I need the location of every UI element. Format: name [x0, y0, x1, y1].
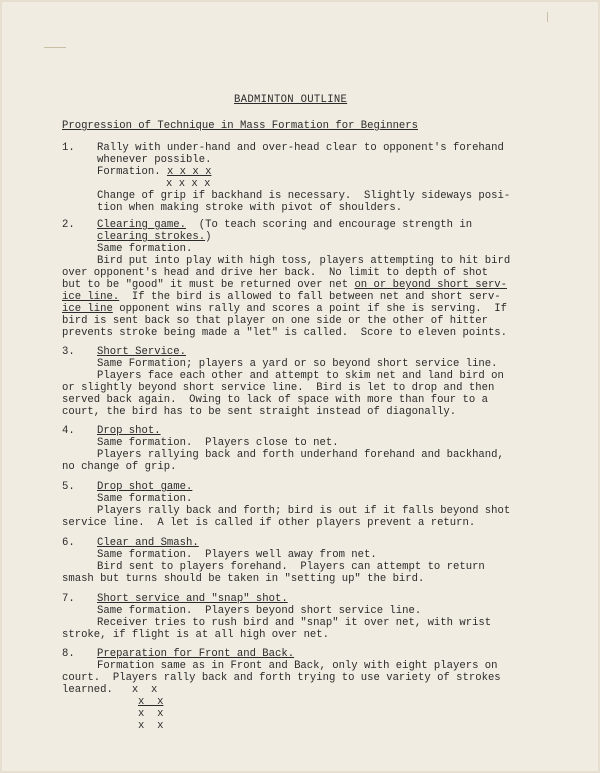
- text-line: Same formation.: [97, 243, 193, 255]
- text-line: Preparation for Front and Back.: [97, 648, 295, 660]
- text-line: Formation. x x x x: [97, 166, 212, 178]
- text-line: Rally with under-hand and over-head clear to opponent's forehand: [97, 142, 504, 154]
- formation-diagram: x x x x: [166, 178, 211, 190]
- text-line: Players rally back and forth; bird is out if it falls beyond shot: [97, 505, 511, 517]
- text-line: court. Players rally back and forth trying to use variety of strokes: [62, 672, 501, 684]
- text-line: ice line opponent wins rally and scores a point if she is serving. If: [62, 303, 508, 315]
- item-number: 7.: [62, 593, 75, 605]
- text-line: Short service and "snap" shot.: [97, 593, 288, 605]
- text-line: Bird put into play with high toss, players attempting to hit bird: [97, 255, 511, 267]
- page-subtitle: Progression of Technique in Mass Formation for Beginners: [62, 120, 419, 132]
- text-line: over opponent's head and drive her back. No limit to depth of shot: [62, 267, 488, 279]
- formation-diagram: x x: [138, 708, 164, 720]
- pencil-mark: [547, 12, 548, 22]
- text-line: stroke, if flight is at all high over net.: [62, 629, 330, 641]
- item-number: 6.: [62, 537, 75, 549]
- text-line: smash but turns should be taken in "setting up" the bird.: [62, 573, 425, 585]
- formation-diagram: x x: [138, 720, 164, 732]
- text-line: Short Service.: [97, 346, 187, 358]
- text-line: Formation same as in Front and Back, only with eight players on: [97, 660, 498, 672]
- text-line: whenever possible.: [97, 154, 212, 166]
- text-line: Drop shot game.: [97, 481, 193, 493]
- text-line: served back again. Owing to lack of space with more than four to a: [62, 394, 488, 406]
- text-line: Change of grip if backhand is necessary. Slightly sideways posi-: [97, 190, 511, 202]
- text-line: Receiver tries to rush bird and "snap" it over net, with wrist: [97, 617, 492, 629]
- text-line: ice line. If the bird is allowed to fall between net and short serv-: [62, 291, 501, 303]
- text-line: court, the bird has to be sent straight instead of diagonally.: [62, 406, 457, 418]
- text-line: Players rallying back and forth underhand forehand and backhand,: [97, 449, 504, 461]
- text-line: Same Formation; players a yard or so beyond short service line.: [97, 358, 498, 370]
- item-number: 1.: [62, 142, 75, 154]
- item-number: 3.: [62, 346, 75, 358]
- text-line: prevents stroke being made a "let" is called. Score to eleven points.: [62, 327, 508, 339]
- item-number: 2.: [62, 219, 75, 231]
- text-line: Same formation.: [97, 493, 193, 505]
- item-number: 8.: [62, 648, 75, 660]
- text-line: Same formation. Players well away from net.: [97, 549, 377, 561]
- formation-diagram: x x: [138, 696, 164, 708]
- text-line: Same formation. Players beyond short service line.: [97, 605, 422, 617]
- text-line: but to be "good" it must be returned over net on or beyond short serv-: [62, 279, 508, 291]
- text-line: Drop shot.: [97, 425, 161, 437]
- item-number: 5.: [62, 481, 75, 493]
- text-line: clearing strokes.): [97, 231, 212, 243]
- text-line: tion when making stroke with pivot of shoulders.: [97, 202, 403, 214]
- pencil-mark: [44, 47, 66, 48]
- text-line: learned. x x: [62, 684, 158, 696]
- text-line: Same formation. Players close to net.: [97, 437, 339, 449]
- text-line: bird is sent back so that player on one side or the other of hitter: [62, 315, 488, 327]
- text-line: service line. A let is called if other players prevent a return.: [62, 517, 476, 529]
- text-line: Players face each other and attempt to skim net and land bird on: [97, 370, 504, 382]
- text-line: Clear and Smash.: [97, 537, 199, 549]
- page-title: BADMINTON OUTLINE: [234, 94, 348, 106]
- text-line: Clearing game. (To teach scoring and encourage strength in: [97, 219, 473, 231]
- text-line: Bird sent to players forehand. Players can attempt to return: [97, 561, 485, 573]
- text-line: no change of grip.: [62, 461, 177, 473]
- item-number: 4.: [62, 425, 75, 437]
- text-line: or slightly beyond short service line. Bird is let to drop and then: [62, 382, 495, 394]
